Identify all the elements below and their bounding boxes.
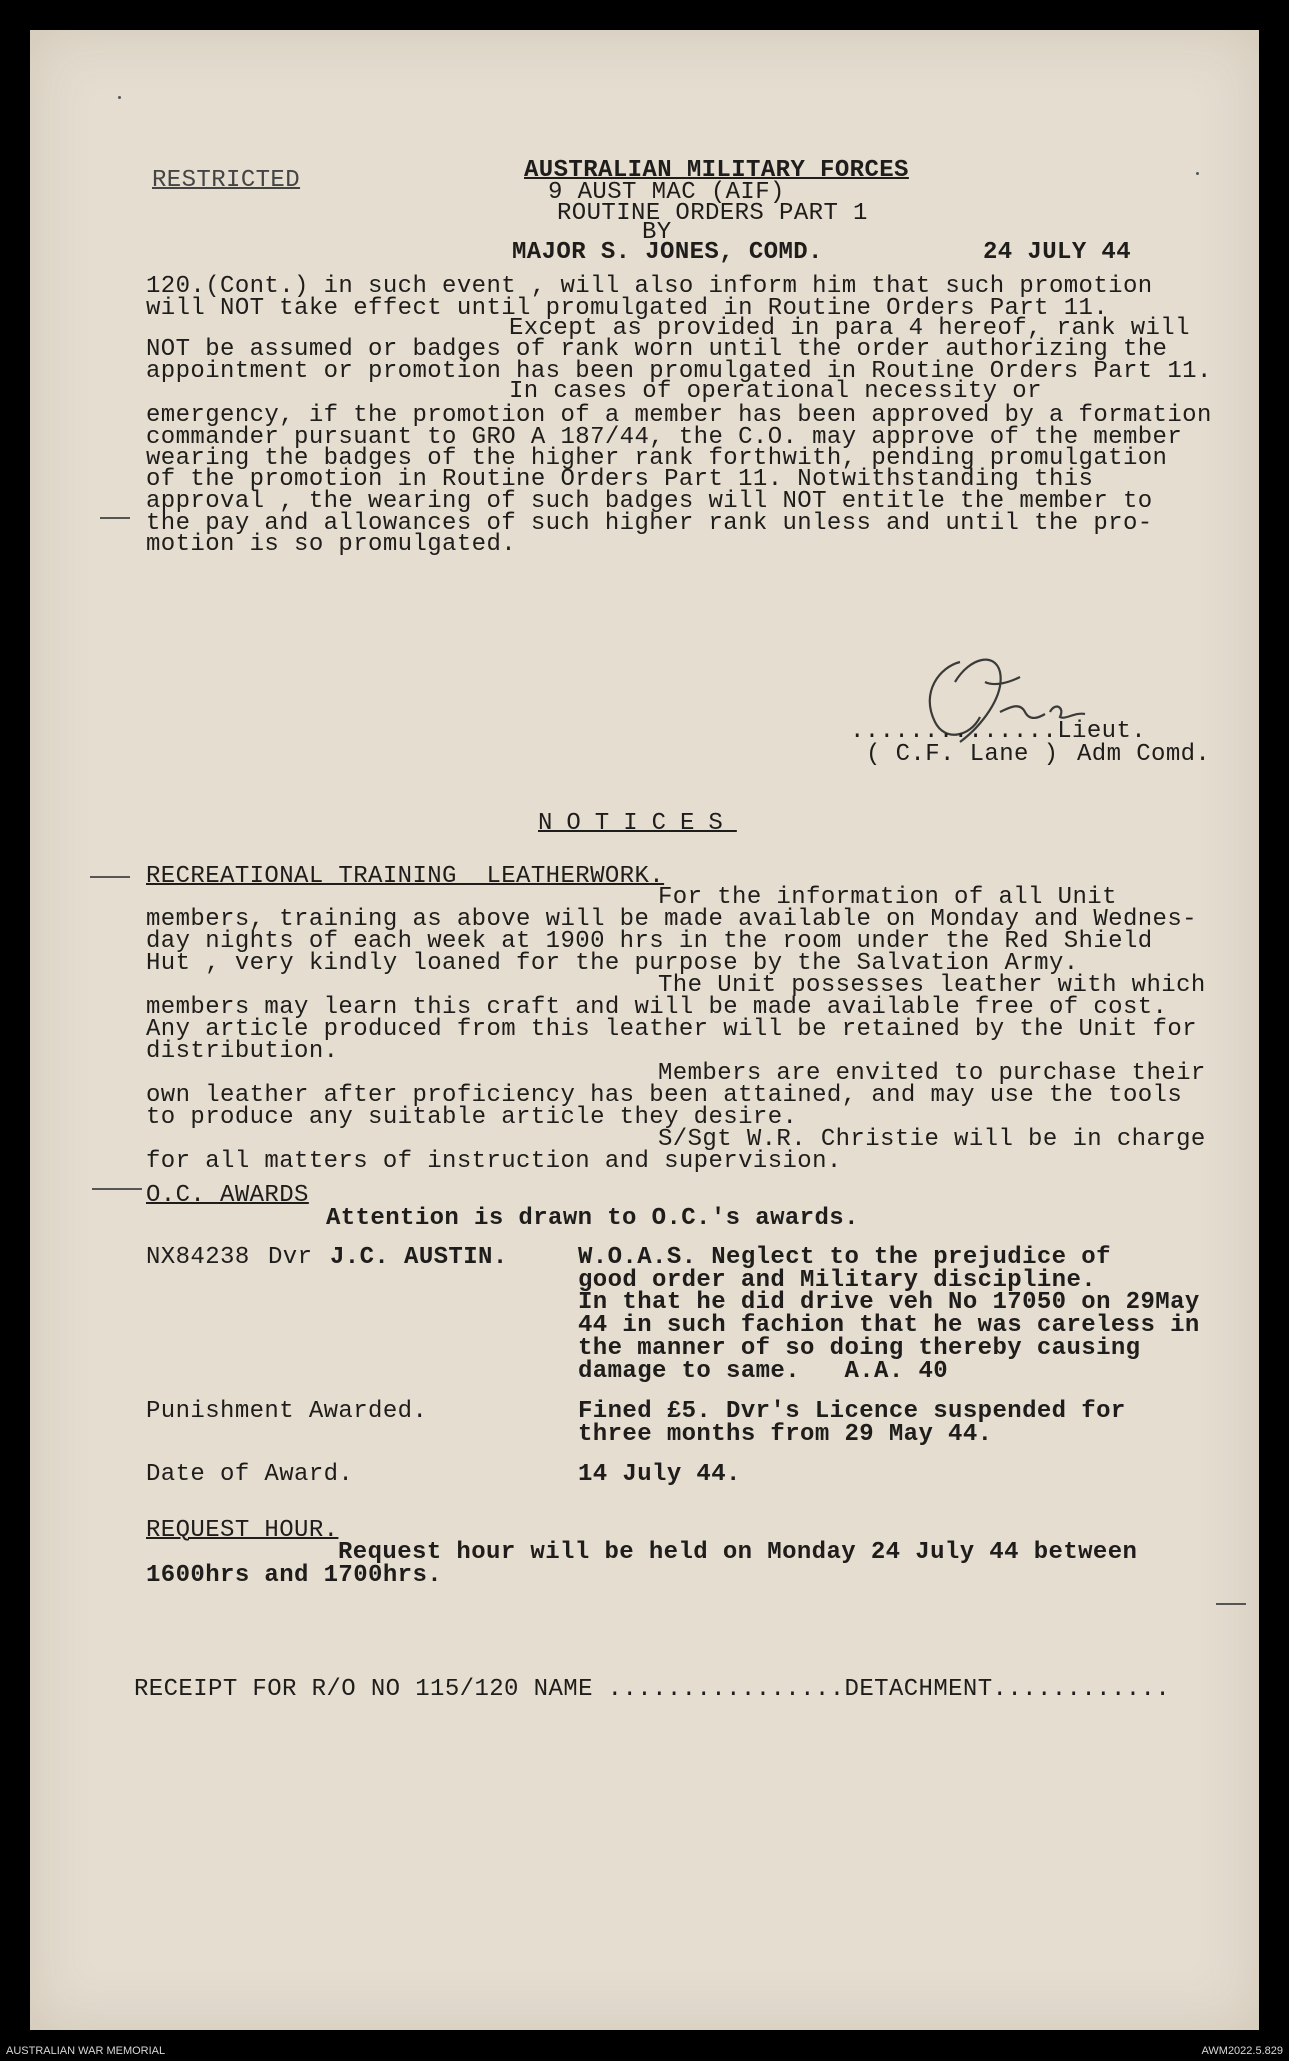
body-line: wearing the badges of the higher rank forthwith, pending promulgation (146, 445, 1168, 472)
body-line: motion is so promulgated. (146, 531, 517, 558)
service-number: NX84238 (146, 1244, 250, 1271)
soldier-rank: Dvr (268, 1244, 313, 1271)
offence-line: W.O.A.S. Neglect to the prejudice of (578, 1244, 1111, 1271)
soldier-name: J.C. AUSTIN. (330, 1244, 508, 1271)
body-line: will NOT take effect until promulgated in Routine Orders Part 11. (146, 295, 1109, 322)
offence-line: 44 in such fachion that he was careless in (578, 1312, 1200, 1339)
notice-line: members, training as above will be made available on Monday and Wednes- (146, 906, 1197, 933)
body-line: of the promotion in Routine Orders Part 11. Notwithstanding this (146, 466, 1094, 493)
signature-role: Adm Comd. (1077, 741, 1211, 768)
body-line: 120.(Cont.) in such event , will also inform him that such promotion (146, 273, 1153, 300)
notice-line: The Unit possesses leather with which (658, 972, 1206, 999)
document-page (30, 30, 1259, 2030)
offence-line: In that he did drive veh No 17050 on 29May (578, 1289, 1200, 1316)
request-hour-line: 1600hrs and 1700hrs. (146, 1562, 443, 1589)
notice-line: For the information of all Unit (658, 884, 1117, 911)
notice-line: to produce any suitable article they desire. (146, 1104, 798, 1131)
body-line: In cases of operational necessity or (509, 378, 1042, 405)
margin-mark (1196, 172, 1199, 175)
body-line: commander pursuant to GRO A 187/44, the C.O. may approve of the member (146, 424, 1183, 451)
orders-title: ROUTINE ORDERS PART 1 (557, 200, 868, 227)
footer-right: AWM2022.5.829 (1201, 2045, 1283, 2057)
offence-line: good order and Military discipline. (578, 1267, 1097, 1294)
body-line: Except as provided in para 4 hereof, rank will (509, 315, 1190, 342)
punishment-label: Punishment Awarded. (146, 1398, 428, 1425)
notice-line: S/Sgt W.R. Christie will be in charge (658, 1126, 1206, 1153)
margin-mark (90, 876, 130, 878)
award-date-value: 14 July 44. (578, 1461, 741, 1488)
award-date-label: Date of Award. (146, 1461, 354, 1488)
body-line: emergency, if the promotion of a member has been approved by a formation (146, 402, 1212, 429)
classification: RESTRICTED (152, 167, 301, 194)
by-line: BY (642, 219, 672, 246)
margin-mark (1216, 1603, 1246, 1605)
oc-awards-intro: Attention is drawn to O.C.'s awards. (326, 1205, 859, 1232)
notice-line: Hut , very kindly loaned for the purpose by the Salvation Army. (146, 950, 1079, 977)
margin-mark (92, 1188, 142, 1190)
punishment-line: three months from 29 May 44. (578, 1421, 993, 1448)
oc-awards-heading: O.C. AWARDS (146, 1182, 309, 1209)
notice-line: Members are envited to purchase their (658, 1060, 1206, 1087)
body-line: the pay and allowances of such higher rank unless and until the pro- (146, 510, 1153, 537)
notice-line: for all matters of instruction and supervision. (146, 1148, 842, 1175)
notice-line: distribution. (146, 1038, 339, 1065)
body-line: NOT be assumed or badges of rank worn until the order authorizing the (146, 336, 1168, 363)
footer-left: AUSTRALIAN WAR MEMORIAL (6, 2045, 166, 2057)
margin-mark (118, 96, 121, 99)
body-line: approval , the wearing of such badges will NOT entitle the member to (146, 488, 1153, 515)
notice-line: Any article produced from this leather will be retained by the Unit for (146, 1016, 1197, 1043)
notice-line: day nights of each week at 1900 hrs in the room under the Red Shield (146, 928, 1153, 955)
offence-line: the manner of so doing thereby causing (578, 1335, 1141, 1362)
margin-mark (100, 517, 130, 519)
signature-name: ( C.F. Lane ) (866, 741, 1059, 768)
notices-heading: NOTICES (538, 810, 737, 837)
recreational-heading: RECREATIONAL TRAINING LEATHERWORK. (146, 863, 665, 890)
body-line: appointment or promotion has been promulgated in Routine Orders Part 11. (146, 358, 1212, 385)
punishment-line: Fined £5. Dvr's Licence suspended for (578, 1398, 1126, 1425)
request-hour-line: Request hour will be held on Monday 24 July 44 between (338, 1539, 1138, 1566)
notice-line: members may learn this craft and will be made available free of cost. (146, 994, 1168, 1021)
order-date: 24 JULY 44 (983, 239, 1132, 266)
commander: MAJOR S. JONES, COMD. (512, 239, 823, 266)
unit-title: 9 AUST MAC (AIF) (548, 179, 785, 206)
signature-rank: ..............Lieut. (850, 718, 1147, 745)
notice-line: own leather after proficiency has been attained, and may use the tools (146, 1082, 1183, 1109)
offence-line: damage to same. A.A. 40 (578, 1358, 949, 1385)
forces-title: AUSTRALIAN MILITARY FORCES (524, 157, 909, 184)
request-hour-heading: REQUEST HOUR. (146, 1517, 339, 1544)
receipt-line: RECEIPT FOR R/O NO 115/120 NAME ................DETACHMENT............ (134, 1676, 1171, 1703)
